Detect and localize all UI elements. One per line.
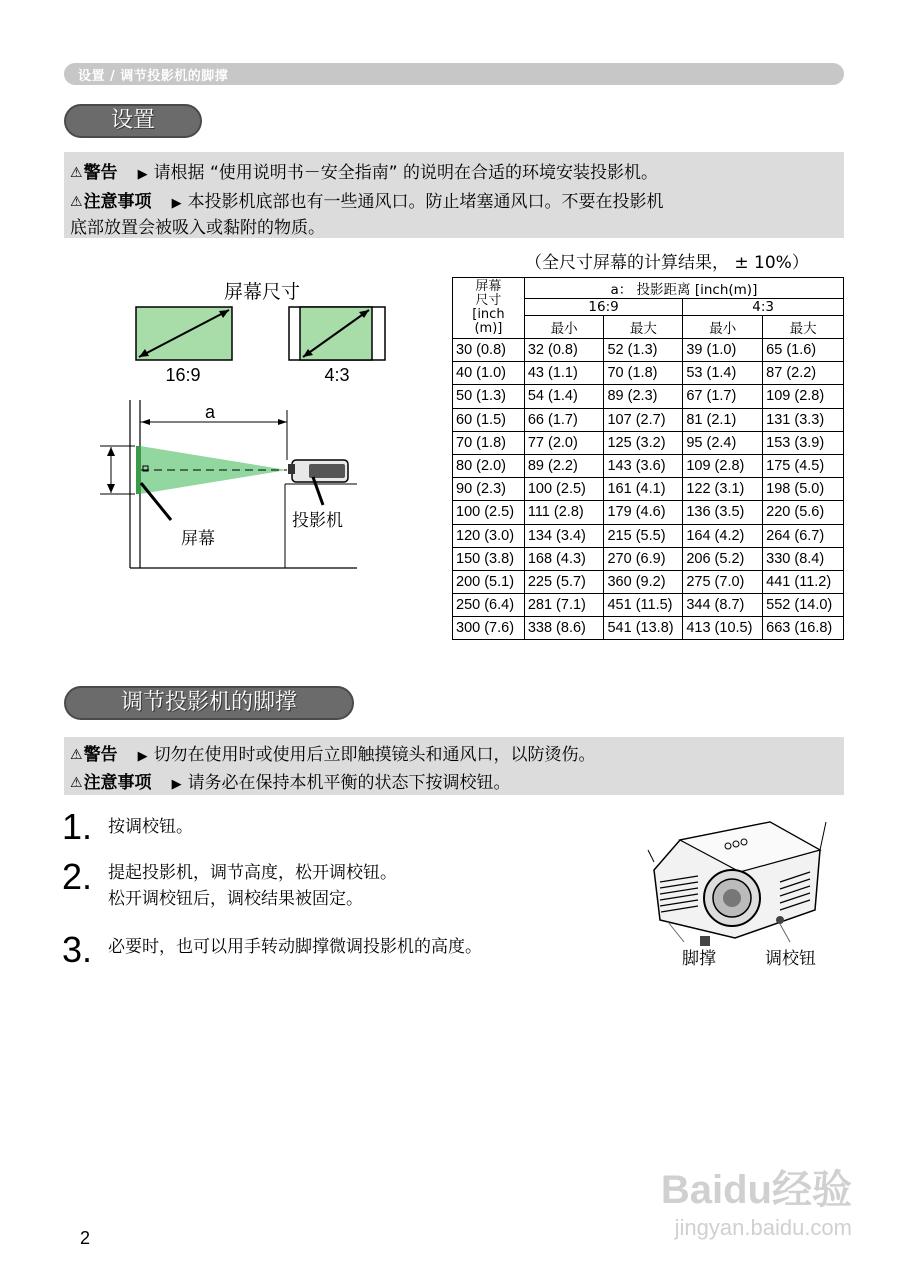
- table-cell: 200 (5.1): [453, 570, 525, 593]
- table-row: [453, 385, 844, 408]
- table-cell: 89 (2.3): [604, 385, 683, 408]
- table-cell: 66 (1.7): [524, 408, 604, 431]
- section-title-adjust-feet: [64, 686, 354, 720]
- arrowhead-icon: [278, 419, 287, 425]
- table-cell: 153 (3.9): [763, 431, 844, 454]
- projection-diagram: [95, 270, 395, 580]
- max-header: 最大: [604, 316, 683, 339]
- table-cell: 330 (8.4): [763, 547, 844, 570]
- arrow-icon: ▶: [171, 777, 182, 792]
- watermark-url: jingyan.baidu.com: [674, 1215, 852, 1240]
- table-row: [453, 431, 844, 454]
- table-cell: 206 (5.2): [683, 547, 763, 570]
- caution-line: [70, 768, 511, 793]
- distance-header: a： 投影距离 [inch(m)]: [524, 278, 843, 299]
- table-cell: 161 (4.1): [604, 478, 683, 501]
- caution-label: 注意事项: [83, 192, 152, 212]
- warning-text: 切勿在使用时或使用后立即触摸镜头和通风口，以防烫伤。: [153, 745, 596, 765]
- table-row: [453, 617, 844, 640]
- table-cell: 220 (5.6): [763, 501, 844, 524]
- distance-label: a: [204, 402, 216, 422]
- table-cell: 552 (14.0): [763, 594, 844, 617]
- table-cell: 198 (5.0): [763, 478, 844, 501]
- table-cell: 441 (11.2): [763, 570, 844, 593]
- table-row: [453, 362, 844, 385]
- section-title-text: 设置: [110, 108, 155, 133]
- table-cell: 109 (2.8): [763, 385, 844, 408]
- step-1-text: 按调校钮。: [108, 817, 193, 837]
- table-cell: 225 (5.7): [524, 570, 604, 593]
- table-cell: 32 (0.8): [524, 339, 604, 362]
- warning-line: [70, 158, 658, 183]
- table-cell: 70 (1.8): [453, 431, 525, 454]
- min-header: 最小: [683, 316, 763, 339]
- step-2-text-line2: 松开调校钮后，调校结果被固定。: [108, 889, 363, 909]
- table-row: [453, 594, 844, 617]
- screen-side-shape: [136, 446, 141, 494]
- arrowhead-icon: [141, 419, 150, 425]
- table-cell: 80 (2.0): [453, 454, 525, 477]
- table-cell: 95 (2.4): [683, 431, 763, 454]
- ratio-169-header: 16:9: [524, 299, 683, 316]
- warning-label: 警告: [83, 745, 118, 765]
- table-cell: 541 (13.8): [604, 617, 683, 640]
- header-bar: [64, 63, 844, 85]
- projector-lens: [288, 464, 295, 474]
- section-title-text: 调节投影机的脚撑: [120, 690, 297, 715]
- caution-triangle-icon: ⚠: [70, 775, 83, 791]
- screen-label: 屏幕: [181, 529, 215, 549]
- size-header-line: (m)]: [474, 321, 503, 336]
- caution-text-line1: 本投影机底部也有一些通风口。防止堵塞通风口。不要在投影机: [187, 192, 664, 212]
- table-cell: 338 (8.6): [524, 617, 604, 640]
- table-cell: 100 (2.5): [524, 478, 604, 501]
- arrowhead-icon: [107, 447, 115, 456]
- arrow-icon: ▶: [137, 167, 148, 182]
- table-cell: 89 (2.2): [524, 454, 604, 477]
- table-cell: 90 (2.3): [453, 478, 525, 501]
- table-cell: 77 (2.0): [524, 431, 604, 454]
- warning-box-feet: [64, 737, 844, 795]
- table-cell: 120 (3.0): [453, 524, 525, 547]
- size-header-line: 尺寸: [475, 293, 502, 308]
- warning-triangle-icon: ⚠: [70, 747, 83, 763]
- table-cell: 168 (4.3): [524, 547, 604, 570]
- table-cell: 360 (9.2): [604, 570, 683, 593]
- step-2-text-line1: 提起投影机，调节高度，松开调校钮。: [108, 863, 397, 883]
- warning-box-setup: [64, 152, 844, 238]
- size-header-line: 屏幕: [475, 279, 502, 294]
- table-cell: 87 (2.2): [763, 362, 844, 385]
- caution-text: 请务必在保持本机平衡的状态下按调校钮。: [187, 773, 511, 793]
- table-row: [453, 478, 844, 501]
- step-number: 2.: [62, 856, 93, 897]
- ratio-169-label: 16:9: [165, 365, 201, 385]
- warning-line: [70, 740, 596, 765]
- table-cell: 179 (4.6): [604, 501, 683, 524]
- cable-line: [820, 822, 826, 850]
- caution-label: 注意事项: [83, 773, 152, 793]
- lens-center: [723, 889, 741, 907]
- table-cell: 281 (7.1): [524, 594, 604, 617]
- table-cell: 100 (2.5): [453, 501, 525, 524]
- table-cell: 109 (2.8): [683, 454, 763, 477]
- arrowhead-icon: [107, 484, 115, 493]
- caution-triangle-icon: ⚠: [70, 194, 83, 210]
- table-cell: 70 (1.8): [604, 362, 683, 385]
- ratio-43-label: 4:3: [324, 365, 350, 385]
- arrow-icon: ▶: [137, 749, 148, 764]
- table-body: [453, 339, 844, 640]
- table-cell: 40 (1.0): [453, 362, 525, 385]
- table-cell: 81 (2.1): [683, 408, 763, 431]
- table-cell: 65 (1.6): [763, 339, 844, 362]
- table-cell: 39 (1.0): [683, 339, 763, 362]
- table-cell: 67 (1.7): [683, 385, 763, 408]
- table-cell: 413 (10.5): [683, 617, 763, 640]
- watermark: [661, 1158, 852, 1241]
- projector-vent: [309, 464, 345, 478]
- table-cell: 215 (5.5): [604, 524, 683, 547]
- foot-label: 脚撑: [682, 949, 716, 969]
- table-note: （全尺寸屏幕的计算结果， ± 10%）: [525, 253, 809, 273]
- step-2: [62, 856, 92, 898]
- screen-size-label: 屏幕尺寸: [223, 281, 301, 303]
- projector-label: 投影机: [292, 511, 343, 531]
- table-cell: 122 (3.1): [683, 478, 763, 501]
- table-cell: 30 (0.8): [453, 339, 525, 362]
- table-cell: 270 (6.9): [604, 547, 683, 570]
- table-cell: 175 (4.5): [763, 454, 844, 477]
- breadcrumb: 设置 / 调节投影机的脚撑: [78, 69, 229, 84]
- table-cell: 131 (3.3): [763, 408, 844, 431]
- step-3-text: 必要时，也可以用手转动脚撑微调投影机的高度。: [108, 937, 482, 957]
- table-cell: 143 (3.6): [604, 454, 683, 477]
- section-title-setup: [64, 104, 202, 138]
- table-cell: 43 (1.1): [524, 362, 604, 385]
- table-cell: 344 (8.7): [683, 594, 763, 617]
- table-cell: 275 (7.0): [683, 570, 763, 593]
- step-number: 1.: [62, 806, 93, 847]
- page-number: 2: [80, 1228, 91, 1248]
- table-row: [453, 339, 844, 362]
- table-cell: 136 (3.5): [683, 501, 763, 524]
- warning-label: 警告: [83, 163, 118, 183]
- min-header: 最小: [524, 316, 604, 339]
- table-cell: 125 (3.2): [604, 431, 683, 454]
- table-cell: 60 (1.5): [453, 408, 525, 431]
- table-cell: 300 (7.6): [453, 617, 525, 640]
- table-cell: 53 (1.4): [683, 362, 763, 385]
- projection-distance-table: [452, 277, 844, 640]
- table-cell: 164 (4.2): [683, 524, 763, 547]
- caution-line: [70, 187, 664, 212]
- table-row: [453, 454, 844, 477]
- table-cell: 250 (6.4): [453, 594, 525, 617]
- adjust-button-icon: [776, 916, 784, 924]
- table-row: [453, 501, 844, 524]
- step-3: [62, 929, 92, 971]
- button-label: 调校钮: [765, 949, 816, 969]
- step-number: 3.: [62, 929, 93, 970]
- table-row: [453, 570, 844, 593]
- leader-line-button: [780, 924, 790, 942]
- table-cell: 150 (3.8): [453, 547, 525, 570]
- watermark-main: Baidu经验: [660, 1168, 852, 1212]
- table-cell: 111 (2.8): [524, 501, 604, 524]
- table-cell: 107 (2.7): [604, 408, 683, 431]
- caution-text-line2: 底部放置会被吸入或黏附的物质。: [70, 218, 325, 238]
- table-cell: 54 (1.4): [524, 385, 604, 408]
- table-cell: 451 (11.5): [604, 594, 683, 617]
- table-cell: 134 (3.4): [524, 524, 604, 547]
- cable-line: [648, 850, 654, 862]
- arrow-icon: ▶: [171, 196, 182, 211]
- table-cell: 52 (1.3): [604, 339, 683, 362]
- table-row: [453, 547, 844, 570]
- step-1: [62, 806, 92, 848]
- warning-triangle-icon: ⚠: [70, 165, 83, 181]
- size-header: [453, 278, 525, 339]
- table-row: [453, 524, 844, 547]
- table-cell: 663 (16.8): [763, 617, 844, 640]
- table-row: [453, 408, 844, 431]
- warning-text: 请根据 “使用说明书－安全指南” 的说明在合适的环境安装投影机。: [153, 163, 658, 183]
- size-header-line: [inch: [472, 307, 505, 322]
- ratio-43-header: 4:3: [683, 299, 844, 316]
- max-header: 最大: [763, 316, 844, 339]
- table-cell: 50 (1.3): [453, 385, 525, 408]
- table-cell: 264 (6.7): [763, 524, 844, 547]
